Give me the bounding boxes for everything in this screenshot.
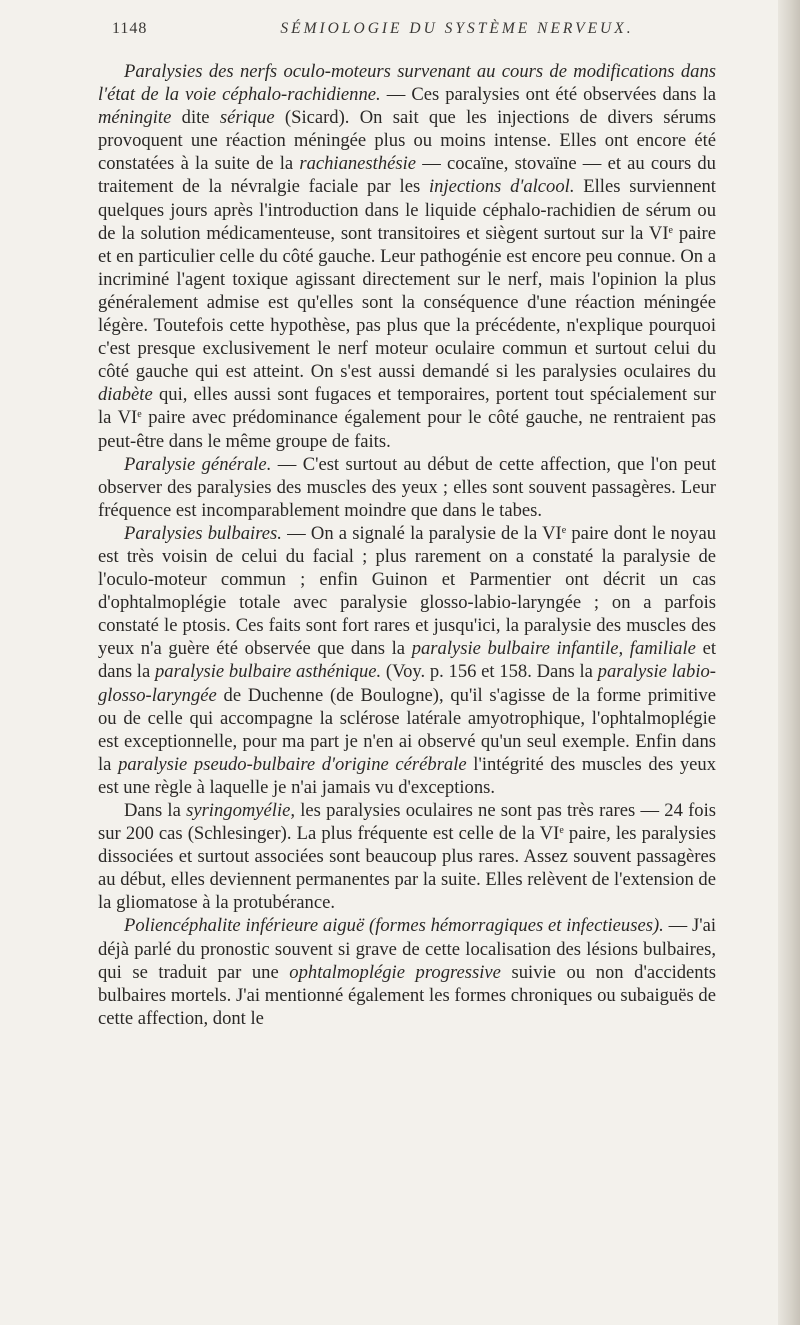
paragraph-polioencephalite: Poliencéphalite inférieure aiguë (formes hémorragiques et infectieuses). — J'ai déjà parlé du pronostic souvent si grave de cette localisation des lésions bulbaires, qui se traduit par une ophtalmoplégie progressive suivie ou non d'accidents bulbaires mortels. J'ai mentionné également les formes chroniques ou subaiguës de cette affection, dont le <box>98 915 716 1029</box>
paragraph-paralysie-generale: Paralysie générale. — C'est surtout au début de cette affection, que l'on peut observer des paralysies des muscles des yeux ; elles sont souvent passagères. Leur fréquence est incomparablement moindre que dans le tabes. <box>98 453 716 521</box>
page-edge-shadow <box>778 0 800 1325</box>
page-body <box>98 60 716 1030</box>
running-title: SÉMIOLOGIE DU SYSTÈME NERVEUX. <box>280 20 634 37</box>
paragraph-paralysies-oculo-moteurs: Paralysies des nerfs oculo-moteurs survenant au cours de modifications dans l'état de la voie céphalo-rachidienne. — Ces paralysies ont été observées dans la méningite dite sérique (Sicard). On sait que les injections de divers sérums provoquent une réaction méningée plus ou moins intense. Elles ont encore été constatées à la suite de la rachianesthésie — cocaïne, stovaïne — et au cours du traitement de la névralgie faciale par les injections d'alcool. Elles surviennent quelques jours après l'introduction dans le liquide céphalo-rachidien de sérum ou de la solution médicamenteuse, sont transitoires et siègent surtout sur la VIe paire et en particulier celle du côté gauche. Leur pathogénie est encore peu connue. On a incriminé l'agent toxique agissant directement sur le nerf, mais l'opinion la plus généralement admise est qu'elles sont la conséquence d'une réaction méningée légère. Toutefois cette hypothèse, pas plus que la précédente, n'explique pourquoi c'est presque exclusivement le nerf moteur oculaire commun et surtout celui du côté gauche qui est atteint. On s'est aussi demandé si les paralysies oculaires du diabète qui, elles aussi sont fugaces et temporaires, portent tout spécialement sur la VIe paire avec prédominance également pour le côté gauche, ne rentraient pas peut-être dans le même groupe de faits. <box>98 61 717 452</box>
paragraph-title: Paralysies des nerfs oculo-moteurs survenant au cours de modifications dans l'état de la voie céphalo-rachidienne. <box>98 61 716 106</box>
paragraph-title: Paralysies bulbaires. <box>124 522 282 544</box>
page-number: 1148 <box>112 20 148 37</box>
paragraph-paralysies-bulbaires: Paralysies bulbaires. — On a signalé la paralysie de la VIe paire dont le noyau est très voisin de celui du facial ; plus rarement on a constaté la paralysie de l'oculo-moteur commun ; enfin Guinon et Parmentier ont décrit un cas d'ophtalmoplégie totale avec paralysie glosso-labio-laryngée ; on a parfois constaté le ptosis. Ces faits sont fort rares et jusqu'ici, la paralysie des muscles des yeux n'a guère été observée que dans la paralysie bulbaire infantile, familiale et dans la paralysie bulbaire asthénique. (Voy. p. 156 et 158. Dans la paralysie labio-glosso-laryngée de Duchenne (de Boulogne), qu'il s'agisse de la forme primitive ou de celle qui accompagne la sclérose latérale amyotrophique, l'ophtalmoplégie est exceptionnelle, pour ma part je n'en ai observé qu'un seul exemple. Enfin dans la paralysie pseudo-bulbaire d'origine cérébrale l'intégrité des muscles des yeux est une règle à laquelle je n'ai jamais vu d'exceptions. <box>98 522 716 798</box>
page-header <box>112 20 712 44</box>
paragraph-title: Poliencéphalite inférieure aiguë (formes hémorragiques et infectieuses). <box>124 915 664 937</box>
paragraph-title: Paralysie générale. <box>124 453 272 475</box>
paragraph-syringomyelie: Dans la syringomyélie, les paralysies oculaires ne sont pas très rares — 24 fois sur 200 cas (Schlesinger). La plus fréquente est celle de la VIe paire, les paralysies dissociées et surtout associées sont beaucoup plus rares. Assez souvent passagères au début, elles deviennent permanentes par la suite. Elles relèvent de l'extension de la gliomatose à la protubérance. <box>98 800 716 914</box>
